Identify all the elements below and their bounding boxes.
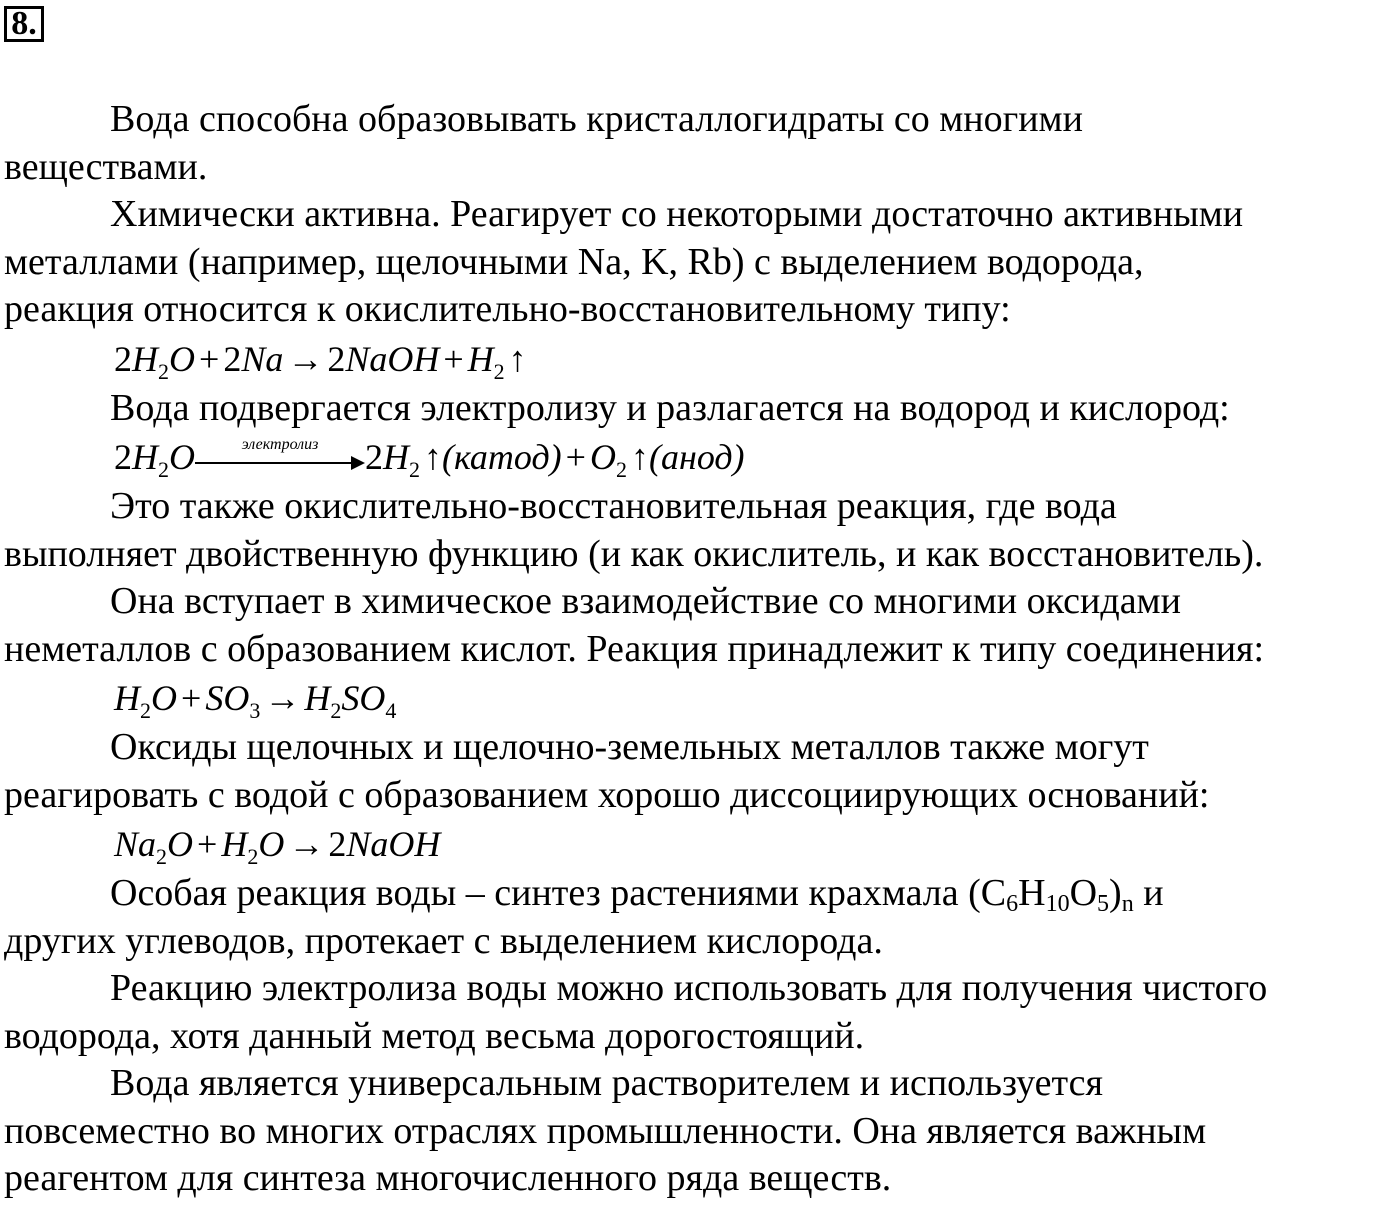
text-line: неметаллов с образованием кислот. Реакция принадлежит к типу соединения: <box>4 627 1265 670</box>
equation-water-sodium <box>4 334 1372 385</box>
formula-part: NaOH <box>346 824 441 864</box>
formula-part: H <box>132 338 158 379</box>
text-line: Вода способна образовывать кристаллогидраты со многими <box>110 98 1083 140</box>
subscript: 2 <box>140 698 151 723</box>
formula-part: O <box>589 437 616 477</box>
equation-sodium-hydroxide <box>4 819 1372 870</box>
coefficient: 2 <box>365 437 383 477</box>
subscript: 6 <box>1006 891 1019 917</box>
gas-arrow-icon: ↑ <box>508 338 527 379</box>
text-line: водорода, хотя данный метод весьма дорогостоящий. <box>4 1014 865 1057</box>
document-body <box>4 96 1372 1203</box>
subscript: 2 <box>615 457 627 482</box>
gas-arrow-icon: ↑ <box>424 437 442 477</box>
plus-sign: + <box>443 338 464 379</box>
plus-sign: + <box>197 824 218 864</box>
coefficient: 2 <box>114 437 132 477</box>
reaction-arrow: → <box>264 678 301 718</box>
text-line: повсеместно во многих отраслях промышленности. Она является важным <box>4 1109 1207 1152</box>
formula-part: H <box>114 678 140 718</box>
subscript: 2 <box>158 358 169 384</box>
text-line: Это также окислительно-восстановительная реакция, где вода <box>110 485 1117 527</box>
text-line: других углеводов, протекает с выделением кислорода. <box>4 919 883 962</box>
equation-sulfuric-acid <box>4 673 1372 724</box>
labeled-reaction-arrow <box>195 435 365 476</box>
formula-part: O <box>151 678 177 718</box>
formula-part: SO <box>205 678 250 718</box>
subscript: 2 <box>158 457 169 482</box>
coefficient: 2 <box>223 338 242 379</box>
formula-part: O <box>169 338 195 379</box>
subscript: 2 <box>493 358 505 384</box>
formula-part: Na <box>114 824 157 864</box>
text-line: Реакцию электролиза воды можно использовать для получения чистого <box>110 967 1268 1009</box>
arrow-head-icon <box>351 456 365 470</box>
text-fragment: ) <box>1109 872 1122 914</box>
text-line: Она вступает в химическое взаимодействие со многими оксидами <box>110 580 1181 622</box>
arrow-label: электролиз <box>241 435 319 453</box>
electrode-label: (катод) <box>442 437 562 477</box>
text-line: Вода подвергается электролизу и разлагается на водород и кислород: <box>110 386 1230 429</box>
subscript: 4 <box>385 698 397 723</box>
coefficient: 2 <box>328 824 347 864</box>
text-fragment: O <box>1069 872 1098 914</box>
text-line: Химически активна. Реагирует со некоторыми достаточно активными <box>110 193 1244 235</box>
task-number: 8. <box>11 5 37 42</box>
coefficient: 2 <box>327 338 346 379</box>
text-line: Оксиды щелочных и щелочно-земельных металлов также могут <box>110 726 1149 768</box>
subscript: 2 <box>330 698 342 723</box>
formula-part: O <box>258 824 285 864</box>
paragraph-hydrogen-production <box>4 965 1372 1060</box>
formula-part: H <box>132 437 158 477</box>
formula-part: H <box>304 678 331 718</box>
plus-sign: + <box>565 437 586 477</box>
formula-part: H <box>383 437 409 477</box>
paragraph-crystal-hydrates <box>4 96 1372 191</box>
subscript: n <box>1121 891 1134 917</box>
formula-part: H <box>221 824 248 864</box>
arrow-line <box>195 462 355 464</box>
text-fragment: Особая реакция воды – синтез растениями крахмала (C <box>110 872 1007 914</box>
text-fragment: H <box>1018 872 1046 914</box>
formula-part: O <box>167 824 194 864</box>
text-fragment: и <box>1133 872 1164 914</box>
subscript: 5 <box>1097 891 1110 917</box>
text-line: реакция относится к окислительно-восстановительному типу: <box>4 288 1011 330</box>
formula-part: NaOH <box>345 338 440 379</box>
formula-part: Na <box>241 338 284 379</box>
text-line: реагировать с водой с образованием хорошо диссоциирующих оснований: <box>4 773 1210 816</box>
formula-part: H <box>467 338 494 379</box>
paragraph-redox-dual <box>4 483 1372 578</box>
text-line: металлами (например, щелочными Na, K, Rb) с выделением водорода, <box>4 240 1144 283</box>
gas-arrow-icon: ↑ <box>630 437 649 477</box>
text-line: реагентом для синтеза многочисленного ряда веществ. <box>4 1157 892 1199</box>
paragraph-electrolysis <box>4 385 1372 433</box>
paragraph-acid-oxides <box>4 578 1372 673</box>
plus-sign: + <box>181 678 202 718</box>
text-line <box>4 870 1372 918</box>
formula-part: SO <box>341 678 386 718</box>
paragraph-chemical-activity <box>4 191 1372 334</box>
reaction-arrow: → <box>287 338 324 379</box>
text-line: выполняет двойственную функцию (и как окислитель, и как восстановитель). <box>4 532 1264 575</box>
text-line: веществами. <box>4 145 208 188</box>
subscript: 10 <box>1045 891 1070 917</box>
subscript: 2 <box>409 457 420 482</box>
plus-sign: + <box>199 338 220 379</box>
reaction-arrow: → <box>288 824 325 864</box>
paragraph-photosynthesis <box>4 870 1372 965</box>
subscript: 2 <box>247 844 259 869</box>
paragraph-universal-solvent <box>4 1060 1372 1203</box>
subscript: 2 <box>156 844 168 869</box>
subscript: 3 <box>249 698 261 723</box>
electrode-label: (анод) <box>648 437 745 477</box>
coefficient: 2 <box>114 338 132 379</box>
paragraph-basic-oxides <box>4 724 1372 819</box>
task-number-box <box>4 6 44 42</box>
text-line: Вода является универсальным растворителем и используется <box>110 1062 1103 1104</box>
formula-part: O <box>169 437 195 477</box>
equation-electrolysis <box>4 432 1372 483</box>
